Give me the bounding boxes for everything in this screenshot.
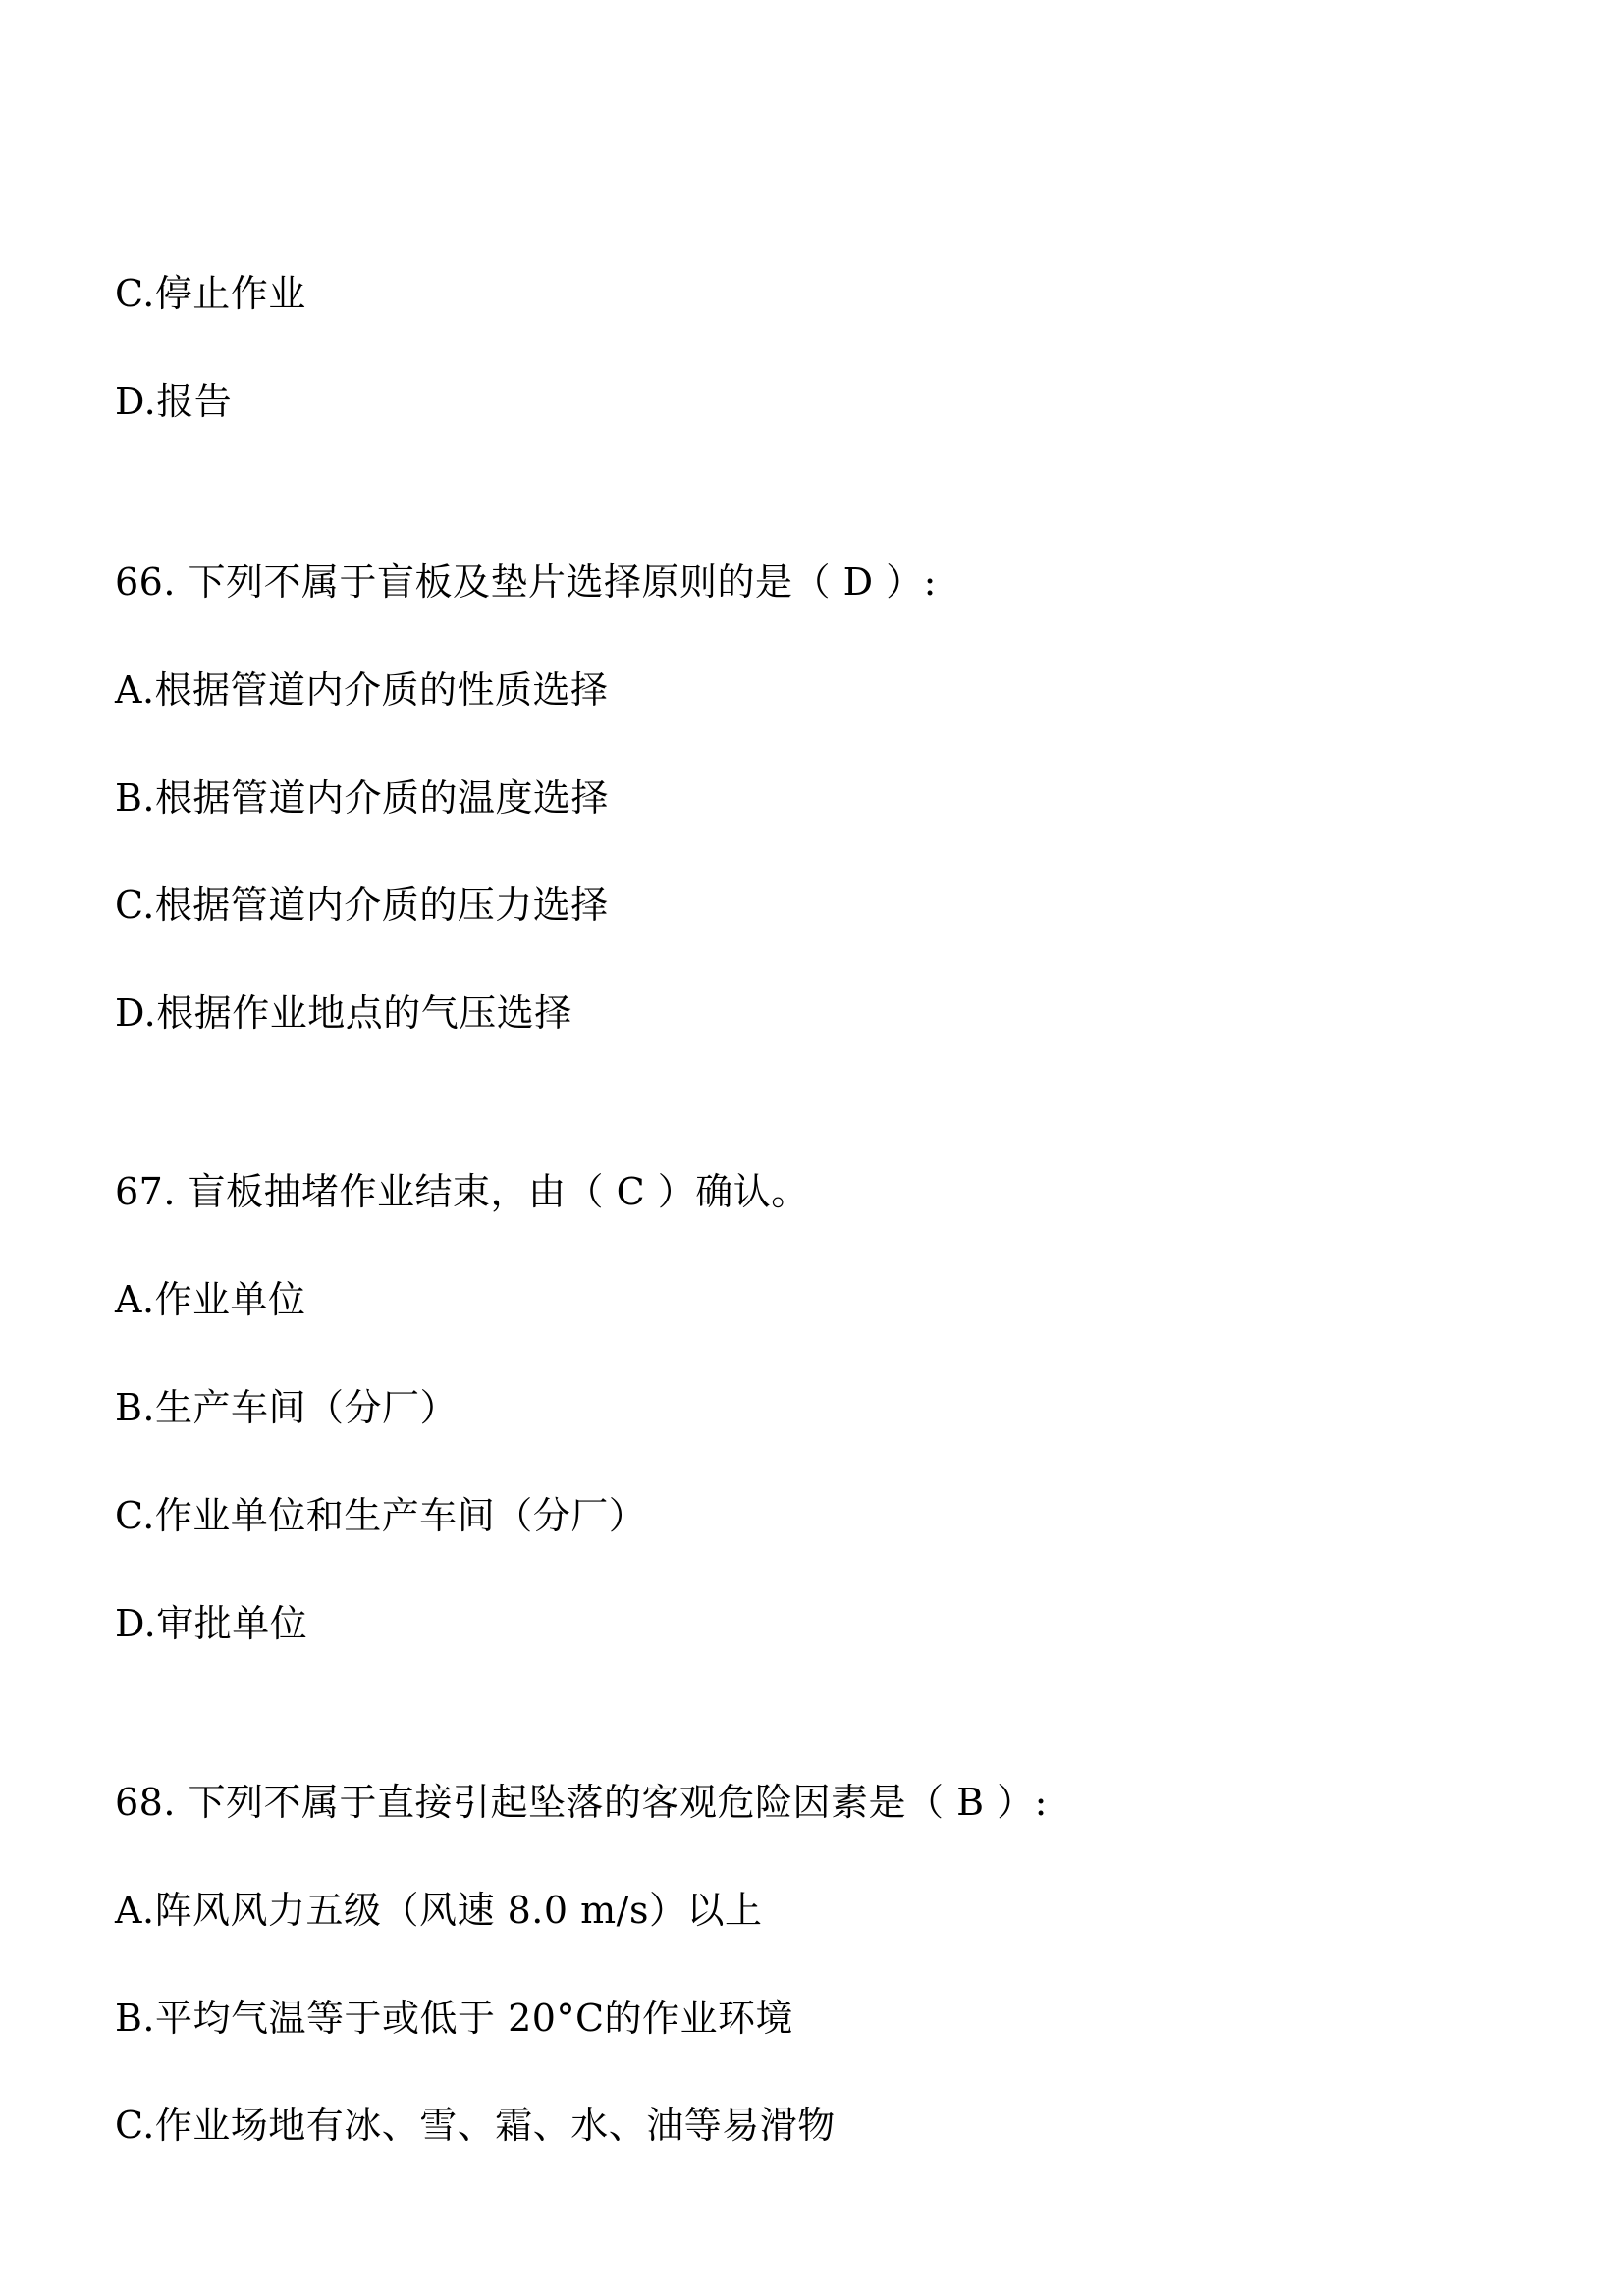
q68-option-c: C.作业场地有冰、雪、霜、水、油等易滑物	[115, 2104, 836, 2147]
q66-question: 66. 下列不属于盲板及垫片选择原则的是（ D ）:	[115, 561, 937, 604]
q67-option-c: C.作业单位和生产车间（分厂）	[115, 1494, 647, 1537]
q68-question: 68. 下列不属于直接引起坠落的客观危险因素是（ B ）:	[115, 1781, 1048, 1824]
q67-option-d: D.审批单位	[115, 1602, 308, 1645]
q67-question: 67. 盲板抽堵作业结束，由（ C ）确认。	[115, 1170, 809, 1213]
q66-option-d: D.根据作业地点的气压选择	[115, 991, 572, 1035]
q65-option-d: D.报告	[115, 380, 233, 423]
q68-option-a: A.阵风风力五级（风速 8.0 m/s）以上	[115, 1889, 763, 1932]
q67-option-a: A.作业单位	[115, 1278, 306, 1321]
q66-option-b: B.根据管道内介质的温度选择	[115, 776, 610, 820]
q66-option-c: C.根据管道内介质的压力选择	[115, 883, 609, 927]
q66-option-a: A.根据管道内介质的性质选择	[115, 668, 609, 712]
q65-option-c: C.停止作业	[115, 272, 306, 315]
q68-option-b: B.平均气温等于或低于 20°C的作业环境	[115, 1997, 794, 2040]
q67-option-b: B.生产车间（分厂）	[115, 1386, 459, 1429]
